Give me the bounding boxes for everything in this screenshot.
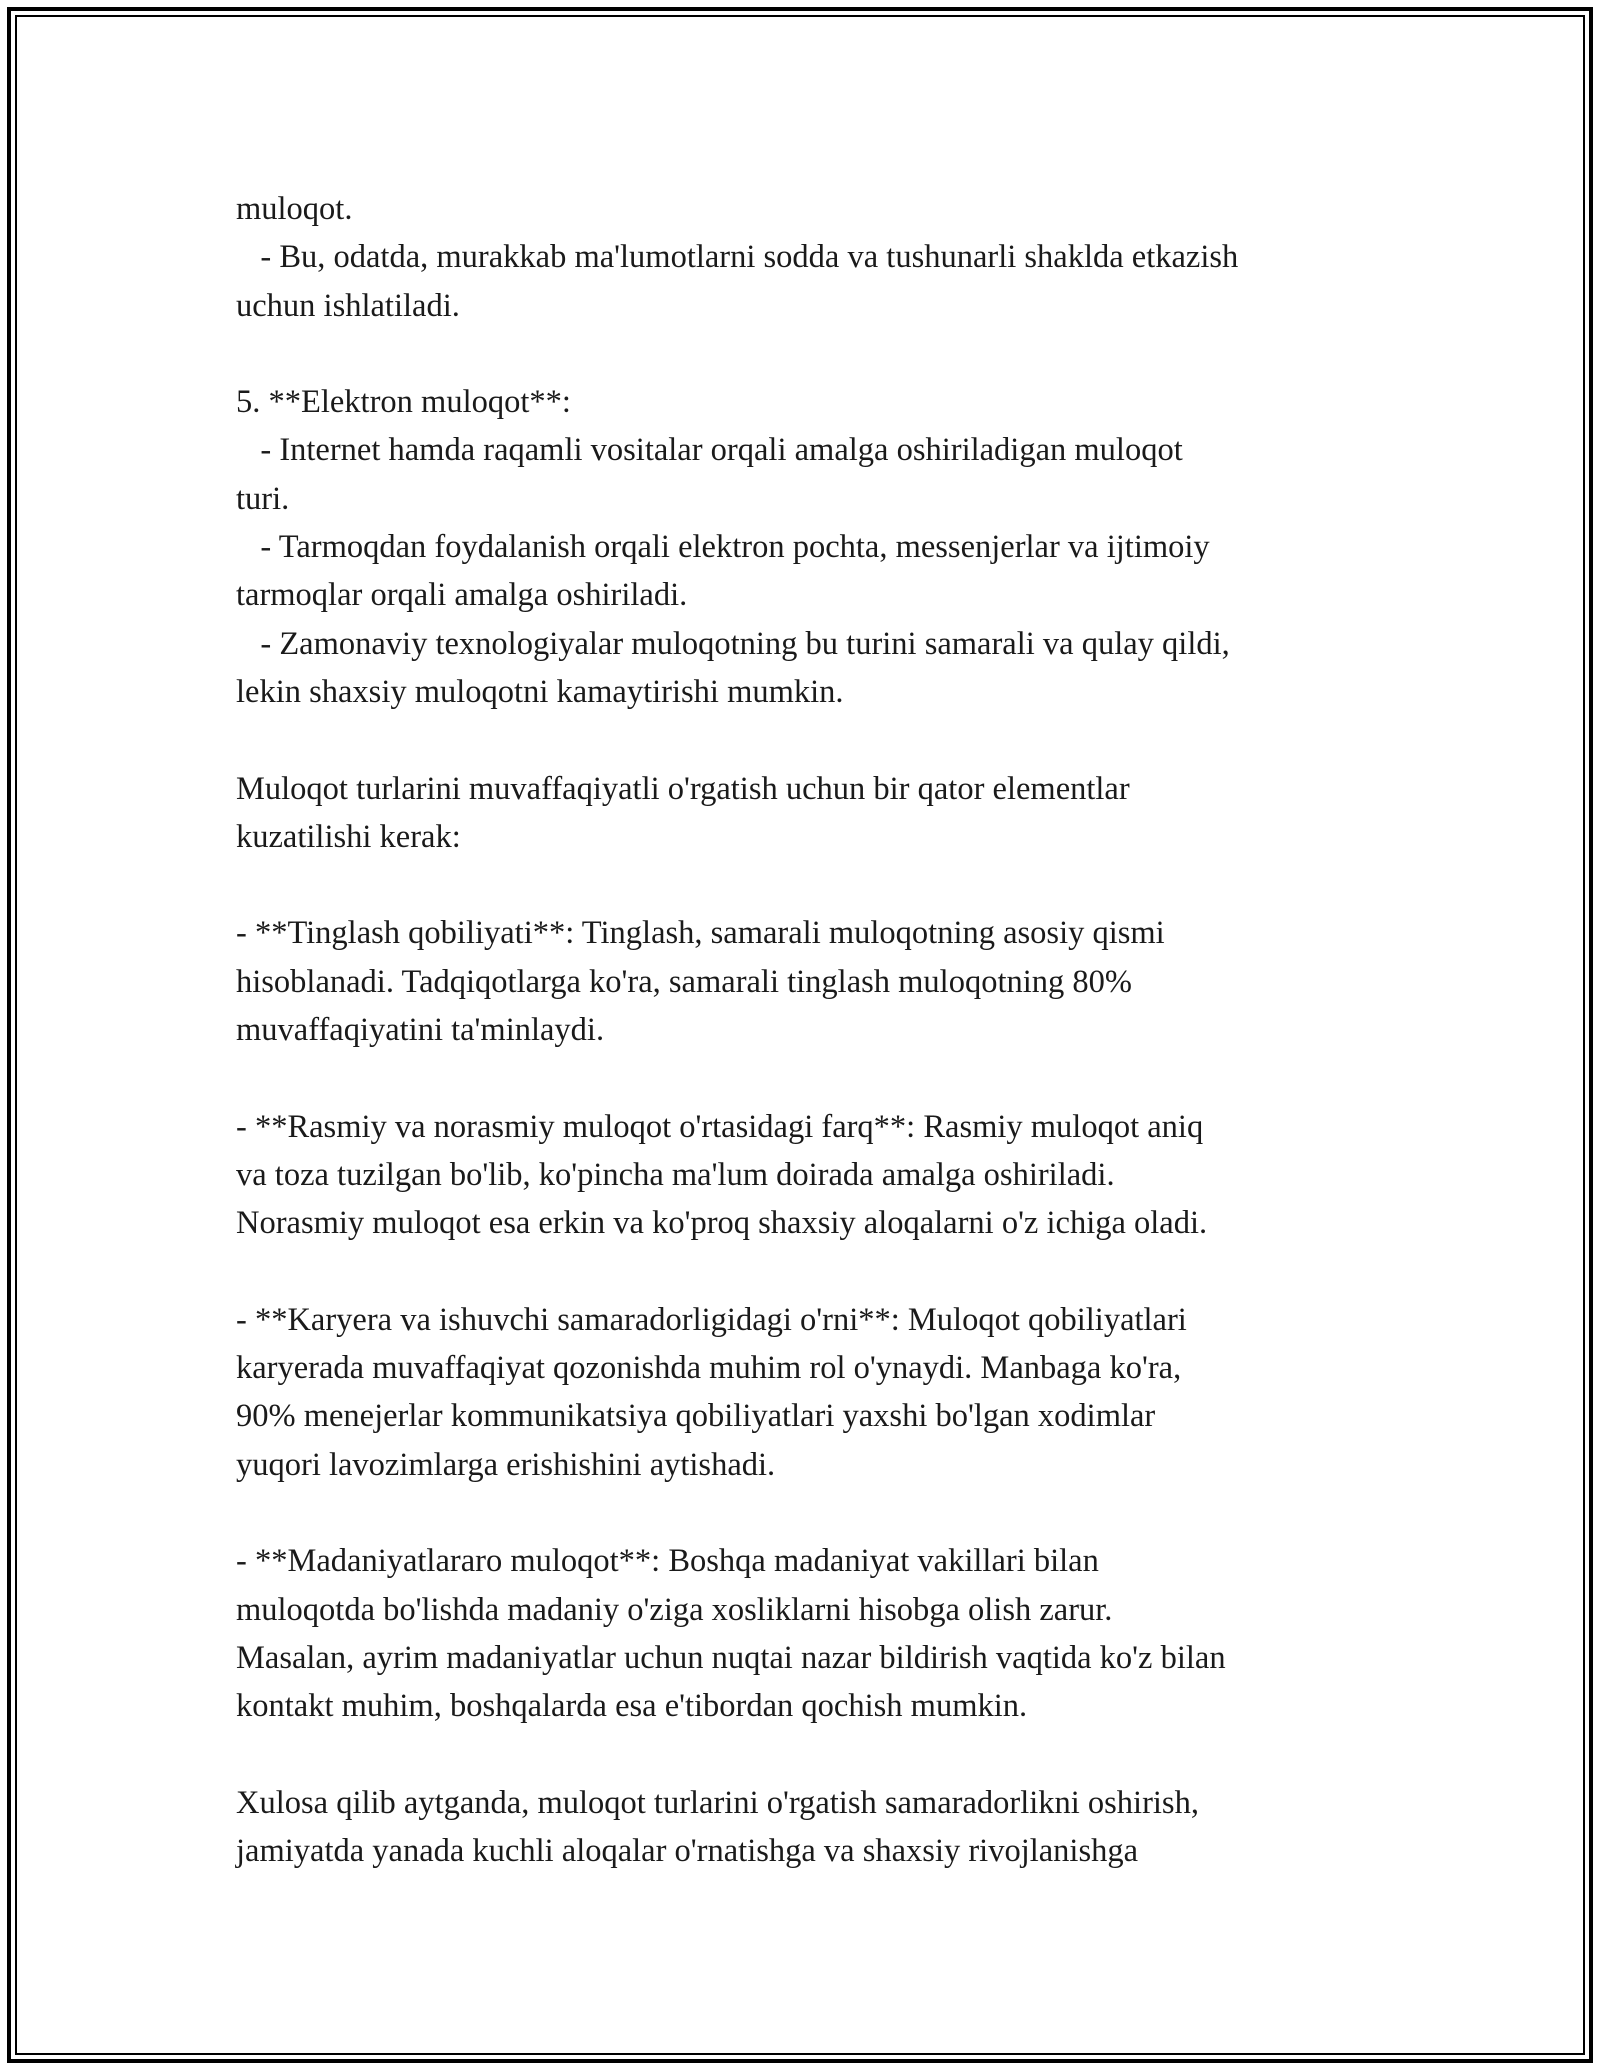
text-line: - **Karyera va ishuvchi samaradorligidagi o'rni**: Muloqot qobiliyatlari: [236, 1301, 1187, 1338]
text-line: muvaffaqiyatini ta'minlaydi.: [236, 1012, 605, 1049]
text-line: hisoblanadi. Tadqiqotlarga ko'ra, samarali tinglash muloqotning 80%: [236, 963, 1132, 1000]
text-line: Masalan, ayrim madaniyatlar uchun nuqtai nazar bildirish vaqtida ko'z bilan: [236, 1639, 1226, 1676]
text-line: kuzatilishi kerak:: [236, 818, 461, 855]
text-line: - Tarmoqdan foydalanish orqali elektron pochta, messenjerlar va ijtimoiy: [236, 529, 1210, 566]
text-line: Norasmiy muloqot esa erkin va ko'proq shaxsiy aloqalarni o'z ichiga oladi.: [236, 1205, 1208, 1242]
blank-line: [236, 1054, 1406, 1102]
text-line: kontakt muhim, boshqalarda esa e'tibordan qochish mumkin.: [236, 1688, 1028, 1725]
text-line: yuqori lavozimlarga erishishini aytishadi.: [236, 1446, 776, 1483]
text-line: turi.: [236, 480, 290, 517]
text-line: jamiyatda yanada kuchli aloqalar o'rnatishga va shaxsiy rivojlanishga: [236, 1833, 1139, 1870]
text-line: 90% menejerlar kommunikatsiya qobiliyatlari yaxshi bo'lgan xodimlar: [236, 1398, 1156, 1435]
blank-line: [236, 330, 1406, 378]
text-line: lekin shaxsiy muloqotni kamaytirishi mumkin.: [236, 673, 844, 710]
text-line: Xulosa qilib aytganda, muloqot turlarini o'rgatish samaradorlikni oshirish,: [236, 1784, 1199, 1821]
text-line: - Internet hamda raqamli vositalar orqali amalga oshiriladigan muloqot: [236, 432, 1183, 469]
blank-line: [236, 1489, 1406, 1537]
text-line: - **Rasmiy va norasmiy muloqot o'rtasidagi farq**: Rasmiy muloqot aniq: [236, 1108, 1204, 1145]
blank-line: [236, 716, 1406, 764]
text-line: - Bu, odatda, murakkab ma'lumotlarni sodda va tushunarli shaklda etkazish: [236, 239, 1239, 276]
text-line: tarmoqlar orqali amalga oshiriladi.: [236, 577, 688, 614]
blank-line: [236, 861, 1406, 909]
text-line: va toza tuzilgan bo'lib, ko'pincha ma'lum doirada amalga oshiriladi.: [236, 1156, 1115, 1193]
section-heading: 5. **Elektron muloqot**:: [236, 384, 571, 421]
text-line: uchun ishlatiladi.: [236, 287, 460, 324]
blank-line: [236, 1248, 1406, 1296]
text-line: karyerada muvaffaqiyat qozonishda muhim rol o'ynaydi. Manbaga ko'ra,: [236, 1350, 1182, 1387]
text-line: - **Madaniyatlararo muloqot**: Boshqa madaniyat vakillari bilan: [236, 1543, 1099, 1580]
document-body: [236, 185, 1406, 1875]
text-line: Muloqot turlarini muvaffaqiyatli o'rgatish uchun bir qator elementlar: [236, 770, 1130, 807]
text-line: - **Tinglash qobiliyati**: Tinglash, samarali muloqotning asosiy qismi: [236, 915, 1165, 952]
text-line: muloqotda bo'lishda madaniy o'ziga xosliklarni hisobga olish zarur.: [236, 1591, 1113, 1628]
blank-line: [236, 1731, 1406, 1779]
text-line: - Zamonaviy texnologiyalar muloqotning bu turini samarali va qulay qildi,: [236, 625, 1230, 662]
text-line: muloqot.: [236, 191, 353, 227]
